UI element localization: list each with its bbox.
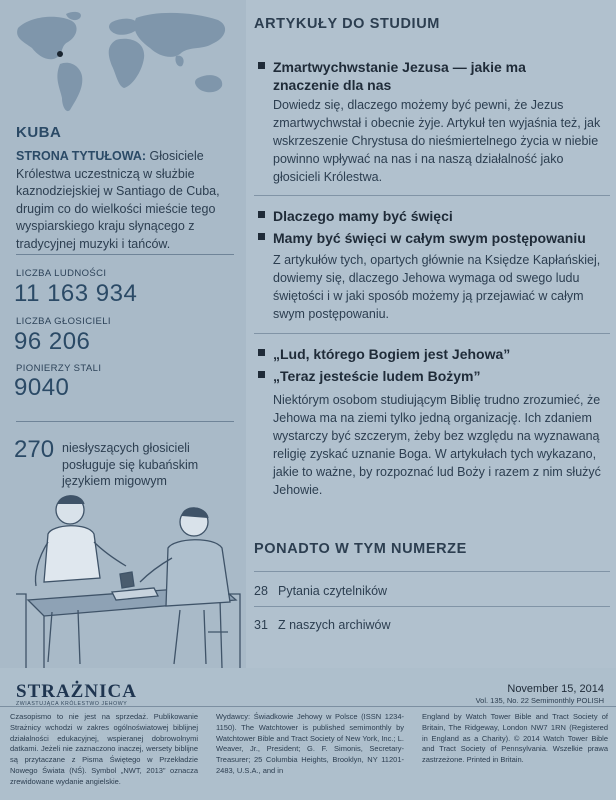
footer-note-3: England by Watch Tower Bible and Tract Society of Britain, The Ridgeway, London NW7 1RN (Registered in England as a Charity). © 2014 Watch Tower Bible and Tract Society of Pennsylvania. Wszelkie prawa zastrzeżone. Printed in Britain.: [422, 712, 608, 765]
bullet-icon: [258, 371, 265, 378]
stat-value-pioneers: 9040: [14, 374, 70, 401]
world-map-icon: [8, 6, 238, 116]
cover-text: Głosiciele Królestwa uczestniczą w służbie kaznodziejskiej w Santiago de Cuba, drugim co do wielkości mieście tego wyspiarskiego kraju słynącego z tradycyjnej muzyki i tańców.: [16, 149, 220, 251]
divider: [254, 195, 610, 196]
article-description: Niektórym osobom studiującym Biblię trudno zrozumieć, że Jehowa ma na ziemi tylko jedną organizację. Ich zdaniem wystarczy być szczerym, żeby bez względu na wyznawaną religię zyskać uznanie Boga. W artykułach tych wykazano, jakie to ważne, by rozpoznać lud Boży i razem z nim służyć Jehowie.: [273, 393, 601, 497]
divider: [254, 606, 610, 607]
bible-study-illustration: [8, 482, 244, 668]
issue-item-archives: [254, 618, 391, 632]
divider: [254, 333, 610, 334]
divider: [254, 571, 610, 572]
deaf-publishers-count: 270: [14, 436, 55, 463]
stat-label-pioneers: PIONIERZY STALI: [16, 363, 102, 374]
bullet-icon: [258, 62, 265, 69]
stat-label-population: LICZBA LUDNOŚCI: [16, 268, 107, 279]
bullet-icon: [258, 211, 265, 218]
article-title: Zmartwychwstanie Jezusa — jakie ma znaczenie dla nas: [258, 58, 593, 94]
bullet-icon: [258, 349, 265, 356]
stat-value-publishers: 96 206: [14, 328, 91, 355]
page-number: 28: [254, 584, 268, 598]
item-label: Pytania czytelników: [278, 584, 388, 598]
study-articles-heading: ARTYKUŁY DO STUDIUM: [254, 16, 440, 32]
issue-item-questions: [254, 584, 387, 598]
stat-value-population: 11 163 934: [14, 280, 138, 307]
issue-date: November 15, 2014: [507, 683, 604, 695]
divider: [16, 254, 234, 255]
divider: [16, 421, 234, 422]
footer-note-2: Wydawcy: Świadkowie Jehowy w Polsce (ISSN 1234-1150). The Watchtower is published semimonthly by Watchtower Bible and Tract Society of New York, Inc.; L. Weaver, Jr., President; G. F. Simonis, Secretary-Treasurer; 25 Columbia Heights, Brooklyn, NY 11201-2483, U.S.A., and in: [216, 712, 404, 775]
article-title: Mamy być święci w całym swym postępowaniu: [258, 229, 593, 247]
country-name: KUBA: [16, 124, 62, 141]
logo-title: STRAŻNICA: [16, 681, 137, 702]
article-title: Dlaczego mamy być święci: [258, 207, 593, 225]
cover-caption: [16, 148, 234, 253]
article-description: Dowiedz się, dlaczego możemy być pewni, że Jezus zmartwychwstał i obecnie żyje. Artykuł ten wyjaśnia też, jak wskrzeszenie Chrystusa do nieśmiertelnego życia w niebie powinno wpływać na nas i na naszą działalność jako głosicieli Królestwa.: [273, 98, 601, 184]
footer-note-1: Czasopismo to nie jest na sprzedaż. Publikowanie Strażnicy wchodzi w zakres ogólnoświatowej biblijnej działalności edukacyjnej, wspieranej dobrowolnymi datkami. Jeżeli nie zaznaczono inaczej, wersety biblijne są przytaczane z Pisma Świętego w Przekładzie Nowego Świata (NŚ). Symbol „NWT, 2013” oznacza zrewidowane wydanie angielskie.: [10, 712, 198, 786]
logo-subtitle: ZWIASTUJĄCA KRÓLESTWO JEHOWY: [16, 701, 128, 707]
cuba-marker-icon: [57, 51, 63, 57]
stat-label-publishers: LICZBA GŁOSICIELI: [16, 316, 111, 327]
item-label: Z naszych archiwów: [278, 618, 391, 632]
also-in-issue-heading: PONADTO W TYM NUMERZE: [254, 541, 467, 557]
magazine-logo: [16, 681, 137, 707]
article-title: „Teraz jesteście ludem Bożym”: [258, 367, 593, 385]
page-number: 31: [254, 618, 268, 632]
deaf-publishers-text: niesłyszących głosicieli posługuje się kubańskim językiem migowym: [62, 441, 199, 488]
bullet-icon: [258, 233, 265, 240]
cover-label: STRONA TYTUŁOWA:: [16, 149, 147, 163]
article-title: „Lud, którego Bogiem jest Jehowa”: [258, 345, 593, 363]
issue-volume: Vol. 135, No. 22 Semimonthly POLISH: [475, 696, 604, 705]
divider: [0, 706, 616, 707]
article-description: Z artykułów tych, opartych głównie na Księdze Kapłańskiej, dowiemy się, dlaczego Jehowa wymaga od swego ludu świętości i w jaki sposób możemy ją przejawiać w całym swym postępowaniu.: [273, 253, 601, 321]
